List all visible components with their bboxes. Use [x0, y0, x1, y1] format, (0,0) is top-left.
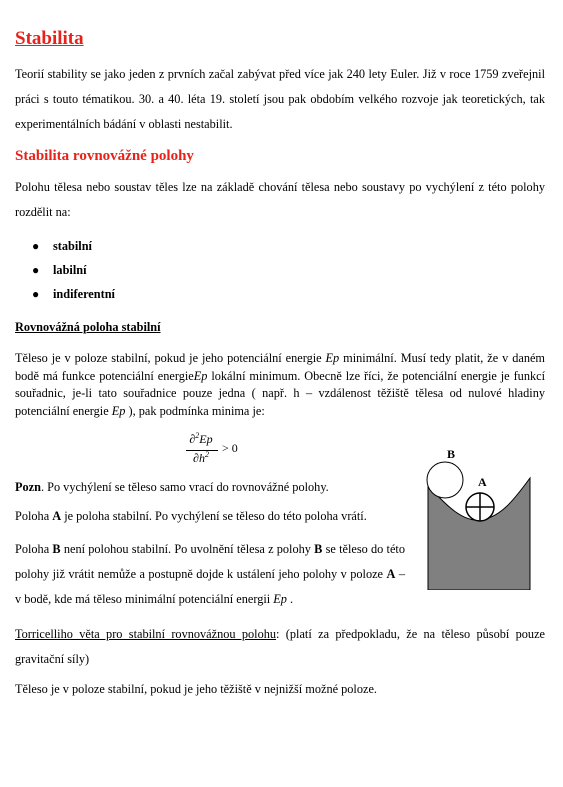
section-intro-paragraph: Polohu tělesa nebo soustav těles lze na základě chování tělesa nebo soustavy po vychýlení z této polohy rozdělit na: [15, 180, 545, 219]
bullet-icon: ● [32, 287, 40, 301]
note-paragraph: Pozn. Po vychýlení se těleso samo vrací do rovnovážné polohy. [15, 480, 329, 494]
bullet-icon: ● [32, 263, 40, 277]
figure-label-a: A [478, 475, 487, 489]
formula-denominator: $\partial h^2$ [193, 450, 209, 465]
formula-rhs: > 0 [222, 441, 238, 455]
final-statement: Těleso je v poloze stabilní, pokud je jeho těžiště v nejnižší možné poloze. [15, 682, 377, 696]
position-a-paragraph: Poloha A je poloha stabilní. Po vychýlení se těleso do této poloha vrátí. [15, 509, 367, 523]
torricelli-paragraph: Torricelliho věta pro stabilní rovnovážnou polohu: (platí za předpokladu, že na těleso působí pouze gravitační síly) [15, 627, 545, 666]
intro-paragraph: Teorií stability se jako jeden z prvních začal zabývat před více jak 240 lety Euler. Již v roce 1759 zveřejnil práci s touto tématikou. 30. a 40. léta 19. století jsou pak obdobím velkého rozvoje jak teoretických, tak experimentálních bádání v oblasti nestabilit. [15, 67, 545, 131]
figure-label-b: B [447, 447, 456, 461]
formula-numerator: ∂$^2$Ep [189, 431, 213, 446]
stability-types-list [32, 234, 115, 306]
list-item: ● stabilní [32, 234, 115, 258]
section-heading: Stabilita rovnovážné polohy [15, 148, 194, 164]
stable-definition-paragraph: Těleso je v poloze stabilní, pokud je jeho potenciální energie Ep minimální. Musí tedy platit, že v daném bodě má funkce potenciální energieEp lokální minimum. Obecně lze říci, že potenciální energie je funkcí souřadnic, je-li tato souřadnice pouze jedna ( např. h – vzdálenost těžiště tělesa od nulové hladiny potenciální energie Ep ), pak podmínka minima je: [15, 351, 545, 418]
subheading-stable: Rovnovážná poloha stabilní [15, 320, 161, 334]
valley-diagram [412, 440, 550, 590]
list-item: ● labilní [32, 258, 115, 282]
ball-b [427, 462, 463, 498]
bullet-icon: ● [32, 239, 40, 253]
minimum-condition-formula [184, 432, 254, 468]
page-title: Stabilita [15, 28, 84, 49]
stability-figure [412, 440, 550, 590]
position-b-paragraph: Poloha B není polohou stabilní. Po uvolnění tělesa z polohy B se těleso do této polohy již vrátit nemůže a postupně dojde k ustálení jeho polohy v poloze A – v bodě, kde má těleso minimální potenciální energii Ep . [15, 542, 405, 606]
list-item: ● indiferentní [32, 282, 115, 306]
